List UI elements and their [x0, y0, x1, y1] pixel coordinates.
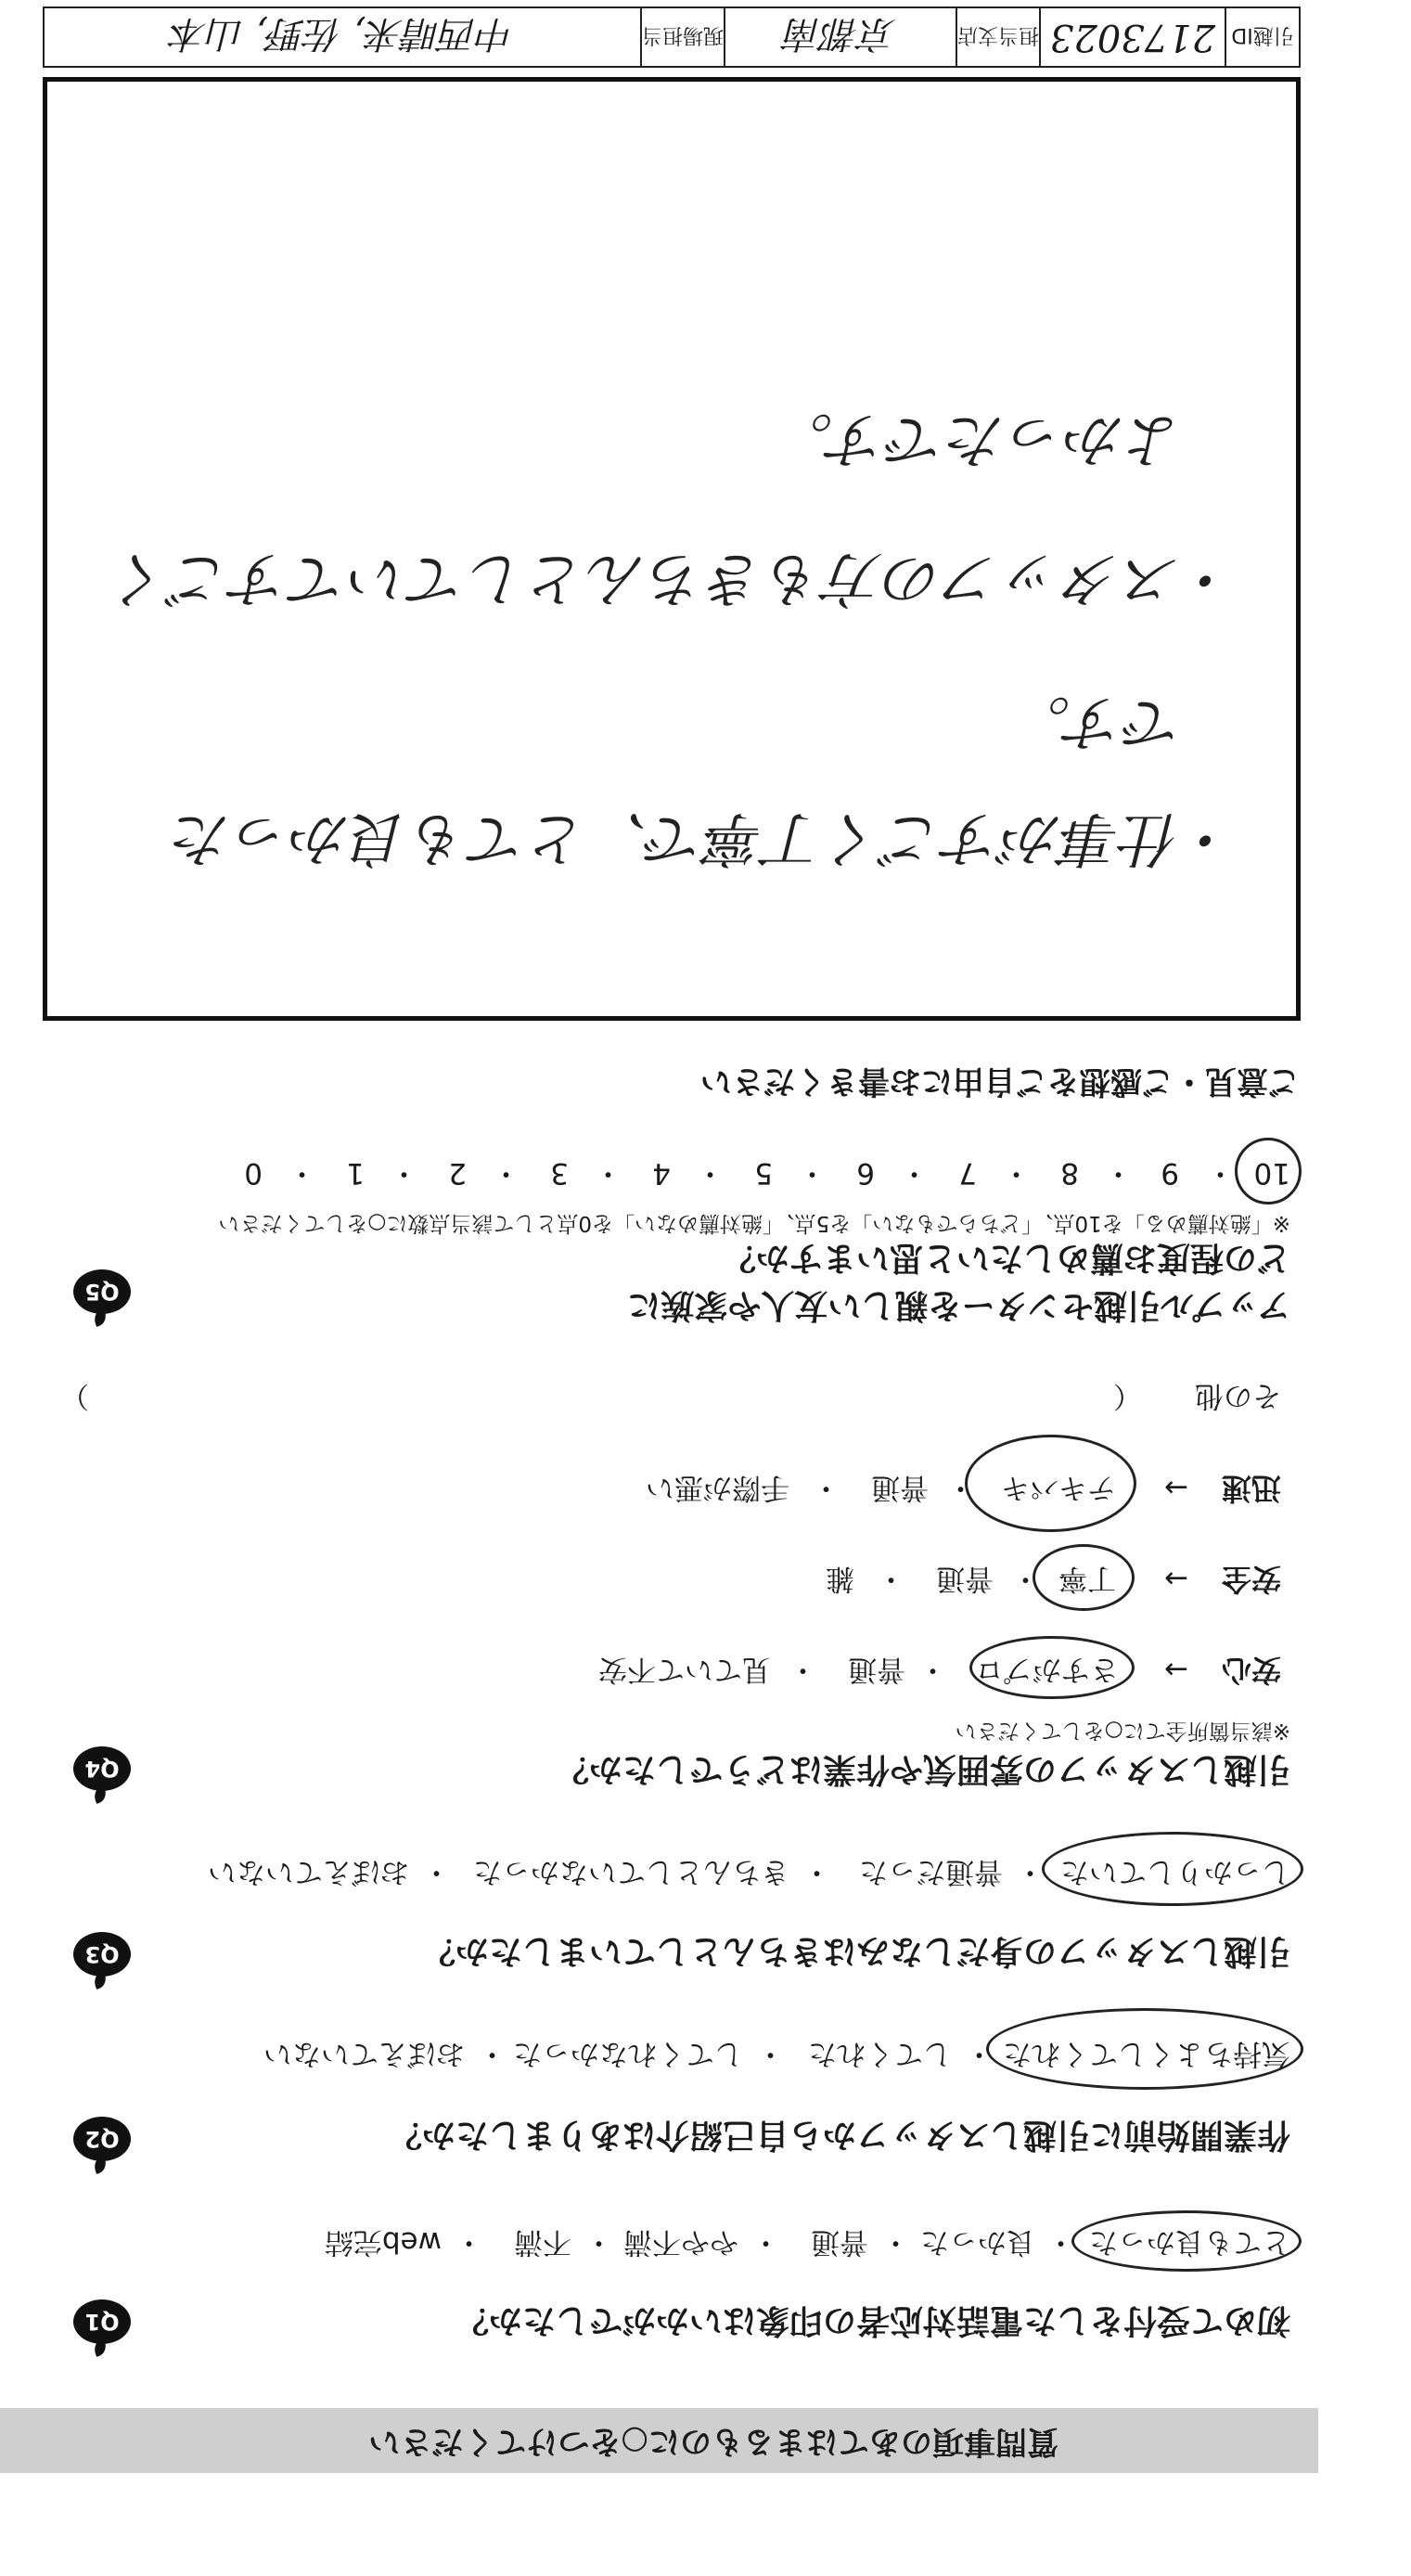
q4-option[interactable]: テキパキ	[1001, 1471, 1116, 1504]
q4-other-open-paren: （	[1113, 1379, 1142, 1412]
q3-option[interactable]: しっかりしていた	[1060, 1855, 1290, 1888]
comment-line: よかったです。	[774, 405, 1185, 473]
instruction-band	[0, 2408, 1318, 2473]
q1-question: 初めて受付をした電話対応者の印象はいかがでしたか？	[455, 2301, 1290, 2339]
q2-answer-circle	[986, 2008, 1303, 2090]
q4-row-label-anzen: 安全	[1221, 1562, 1281, 1597]
q5-score[interactable]: 0	[244, 1156, 263, 1190]
survey-sheet: 質問事項のあてはまるものに○をつけてください Q1 初めて受付をした電話対応者の印象はいかがでしたか？ とても良かった ・ 良かった ・ 普通 ・ やや不満 ・ 不満 ・ web完結 Q2 作業開始前に引越しスタッフから自己紹介はありましたか？ 気持ちよくしてくれた ・ してくれた ・ してくれなかった ・ おぼえていない Q3 引越しスタッフの身だしなみはきちんとしていましたか？ しっかりしていた ・ 普通だった ・ きちんとしていなかった ・ おぼえていない Q4 引越しスタッフの雰囲気や作業はどうでしたか？ ※該当箇所全てに○をしてください 安心 → さすがプロ ・ 普通 ・ 見ていて不安 安全 → 丁寧 ・ 普通 ・ 雑 迅速 → テキパキ ・ 普通 ・ 手際が悪い その他 （ ） Q5 アップル引越センターを親しい友人や家族に どの程度お薦めしたいと思いますか？ ※「絶対薦める」を10点、「どちらでもない」を5点、「絶対薦めない」を0点として該当点数に○をしてください 10 ・ 9 ・ 8 ・ 7 ・ 6 ・ 5 ・ 4 ・ 3 ・ 2 ・ 1 ・ 0 ご意見・ご感想をご自由にお書きください ・仕事がすごく丁寧で、とても良かった です。 ・スタッフの方もきちんとしていてすごく よかったです。 引越ID 2173023 担当支店 京都南 現場担当 中西晴来, 佐野, 山本	[0, 0, 1411, 2576]
q2-option[interactable]: してくれた	[808, 2037, 952, 2070]
q4-row-arrow: →	[1164, 1653, 1188, 1686]
comment-line: です。	[1011, 688, 1185, 756]
q4-option[interactable]: 普通	[871, 1471, 929, 1504]
q4-other-label: その他	[1195, 1379, 1281, 1412]
q5-answer-circle	[1235, 1138, 1302, 1204]
q2-question: 作業開始前に引越しスタッフから自己紹介はありましたか？	[388, 2116, 1290, 2154]
q1-answer-circle	[1071, 2210, 1302, 2272]
q3-question: 引越しスタッフの身だしなみはきちんとしていましたか？	[421, 1932, 1290, 1970]
q5-score[interactable]: 10	[1253, 1156, 1290, 1190]
q4-other-close-paren: ）	[60, 1379, 89, 1412]
q4-option[interactable]: 手際が悪い	[646, 1471, 789, 1504]
comment-box	[43, 77, 1301, 1021]
move-id-label: 引越ID	[1231, 23, 1294, 47]
q3-option[interactable]: おぼえていない	[208, 1855, 409, 1888]
field-lead-label: 現場担当	[641, 23, 724, 47]
q4-row-label-jinsoku: 迅速	[1221, 1471, 1281, 1506]
q3-option[interactable]: 普通だった	[859, 1855, 1003, 1888]
q4-row-label-anshin: 安心	[1221, 1653, 1281, 1688]
q1-options: とても良かった ・ 良かった ・ 普通 ・ やや不満 ・ 不満 ・ web完結	[324, 2225, 1290, 2259]
q4-option[interactable]: 雑	[826, 1562, 854, 1595]
q4-question: 引越しスタッフの雰囲気や作業はどうでしたか？	[555, 1750, 1290, 1788]
q1-option[interactable]: 良かった	[920, 2225, 1035, 2259]
q5-score[interactable]: 8	[1060, 1156, 1079, 1190]
q4-badge: Q4	[73, 1746, 131, 1791]
q4-row-arrow: →	[1164, 1562, 1188, 1595]
instruction-text: 質問事項のあてはまるものに○をつけてください	[368, 2423, 1058, 2460]
q2-option[interactable]: してくれなかった	[513, 2037, 743, 2070]
q4-option[interactable]: 普通	[848, 1653, 905, 1686]
q1-option[interactable]: web完結	[324, 2225, 442, 2259]
branch-value: 京都南	[785, 12, 896, 56]
q5-score[interactable]: 7	[958, 1156, 977, 1190]
q1-option[interactable]: 不満	[514, 2225, 571, 2259]
q2-options: 気持ちよくしてくれた ・ してくれた ・ してくれなかった ・ おぼえていない	[263, 2037, 1290, 2070]
q4-option[interactable]: 丁寧	[1058, 1562, 1116, 1595]
field-lead-value: 中西晴来, 佐野, 山本	[170, 12, 515, 56]
move-id-value: 2173023	[1049, 16, 1216, 58]
q5-score[interactable]: 1	[346, 1156, 365, 1190]
q1-option[interactable]: とても良かった	[1089, 2225, 1290, 2259]
q5-score[interactable]: 9	[1161, 1156, 1179, 1190]
q1-badge: Q1	[73, 2299, 131, 2344]
q1-option[interactable]: やや不満	[623, 2225, 738, 2259]
q1-option[interactable]: 普通	[811, 2225, 868, 2259]
q5-score[interactable]: 4	[652, 1156, 671, 1190]
q4-option[interactable]: 普通	[936, 1562, 994, 1595]
q4-option[interactable]: 見ていて不安	[598, 1653, 771, 1686]
q4-row-arrow: →	[1164, 1471, 1188, 1504]
q5-badge: Q5	[73, 1269, 131, 1314]
q2-option[interactable]: 気持ちよくしてくれた	[1003, 2037, 1290, 2070]
q4-option[interactable]: さすがプロ	[975, 1653, 1119, 1686]
q5-score[interactable]: 6	[856, 1156, 875, 1190]
q4-anzen-answer-circle	[1033, 1544, 1135, 1611]
q4-anshin-answer-circle	[969, 1636, 1135, 1699]
q2-option[interactable]: おぼえていない	[263, 2037, 465, 2070]
q5-note: ※「絶対薦める」を10点、「どちらでもない」を5点、「絶対薦めない」を0点として該当点数に○をしてください	[218, 1211, 1290, 1235]
comment-line: ・仕事がすごく丁寧で、とても良かった	[173, 804, 1240, 872]
q5-score[interactable]: 2	[448, 1156, 467, 1190]
q5-scale: 10 ・ 9 ・ 8 ・ 7 ・ 6 ・ 5 ・ 4 ・ 3 ・ 2 ・ 1 ・ 0	[244, 1156, 1290, 1190]
q3-badge: Q3	[73, 1932, 131, 1977]
q4-jinsoku-answer-circle	[965, 1435, 1136, 1532]
q5-score[interactable]: 5	[754, 1156, 773, 1190]
q5-question-line2: どの程度お薦めしたいと思いますか？	[722, 1239, 1290, 1277]
q3-options: しっかりしていた ・ 普通だった ・ きちんとしていなかった ・ おぼえていない	[208, 1855, 1290, 1888]
q5-score[interactable]: 3	[550, 1156, 569, 1190]
q3-option[interactable]: きちんとしていなかった	[473, 1855, 789, 1888]
comment-title: ご意見・ご感想をご自由にお書きください	[700, 1063, 1300, 1100]
comment-line: ・スタッフの方もきちんとしていてすごく	[112, 544, 1240, 612]
q4-note: ※該当箇所全てに○をしてください	[955, 1719, 1290, 1743]
q2-badge: Q2	[73, 2117, 131, 2161]
branch-label: 担当支店	[956, 23, 1039, 47]
move-id-table	[43, 6, 1301, 68]
q3-answer-circle	[1042, 1832, 1303, 1906]
q5-question-line1: アップル引越センターを親しい友人や家族に	[627, 1286, 1290, 1324]
